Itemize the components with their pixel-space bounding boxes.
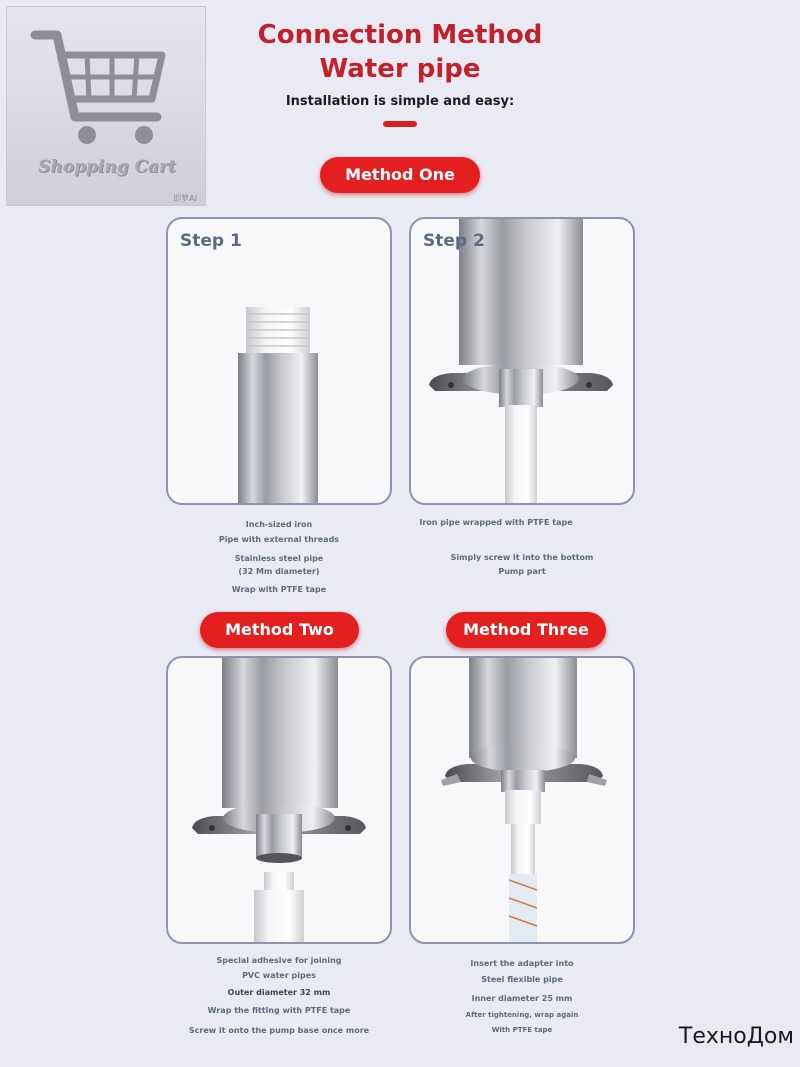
title-divider [383,121,417,127]
step1-caption-4: (32 Mm diameter) [238,567,320,576]
pump-base-with-pipe-image [411,219,633,503]
step1-caption-1: Inch-sized iron [245,520,313,529]
method3-caption-2: Steel flexible pipe [481,975,563,984]
method2-caption-5: Screw it onto the pump base once more [188,1026,370,1035]
method2-caption-3: Outer diameter 32 mm [227,988,331,997]
step1-caption-3: Stainless steel pipe [234,554,324,563]
method-two-badge: Method Two [200,612,359,648]
method2-caption-4: Wrap the fitting with PTFE tape [207,1006,351,1015]
page-subtitle: Installation is simple and easy: [285,94,515,109]
method2-caption-1: Special adhesive for joining [216,956,342,965]
logo-subtext: 即梦AI [173,194,197,203]
threaded-steel-pipe-image [168,219,390,503]
method2-caption-2: PVC water pipes [242,971,316,980]
pvc-pipe-connection-image [168,658,390,942]
step2-caption-1: Iron pipe wrapped with PTFE tape [419,518,573,527]
step1-caption-2: Pipe with external threads [218,535,340,544]
method3-caption-5: With PTFE tape [491,1026,553,1034]
step2-caption-3: Pump part [498,567,546,576]
method3-caption-1: Insert the adapter into [470,959,574,968]
step1-label: Step 1 [180,231,242,251]
method-one-badge: Method One [320,157,480,193]
method3-caption-4: After tightening, wrap again [465,1011,579,1019]
page-title-line1: Connection Method [257,20,543,50]
step2-label: Step 2 [423,231,485,251]
method2-card [166,656,392,944]
page-title-line2: Water pipe [319,54,481,84]
method3-card [409,656,635,944]
step1-card [166,217,392,505]
step2-card [409,217,635,505]
flexible-pipe-connection-image [411,658,633,942]
method3-caption-3: Inner diameter 25 mm [471,994,573,1003]
step2-caption-2: Simply screw it into the bottom [450,553,594,562]
method-three-badge: Method Three [446,612,606,648]
step1-caption-5: Wrap with PTFE tape [231,585,327,594]
logo-text: Shopping Cart [38,157,176,177]
watermark-text: ТехноДом [678,1024,794,1049]
